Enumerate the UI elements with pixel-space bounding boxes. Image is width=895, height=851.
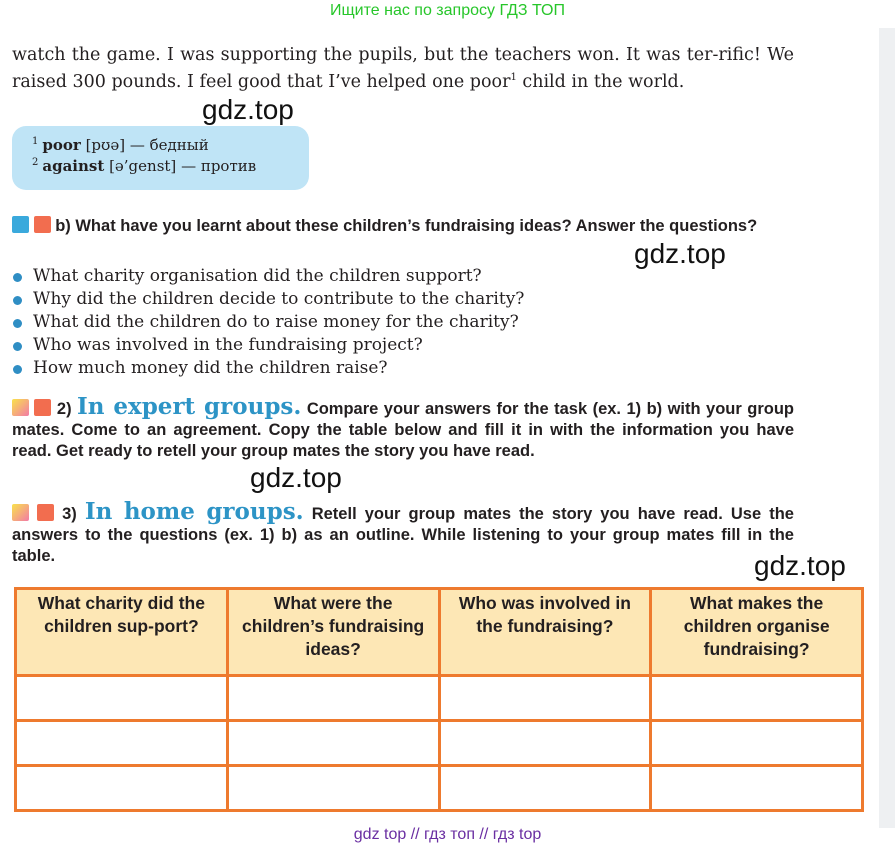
table-cell [227,766,439,811]
table-header: What were the children’s fundraising ideas? [227,589,439,676]
list-item: How much money did the children raise? [12,357,652,380]
task-2-text: Compare your answers for the task (ex. 1) b) with your group mates. Come to an agreement. Copy the table below and fill it in with the information you have read. Get ready to retell your group mates the story you have read. [12,400,794,460]
top-banner: Ищите нас по запросу ГДЗ ТОП [330,2,565,19]
footnote-translation: — против [181,157,257,175]
footnote-2 [32,157,256,175]
pair-work-icon [34,399,51,416]
task-3-text: Retell your group mates the story you have read. Use the answers to the questions (ex. 1) b) as an outline. While listening to your group mates fill in the table. [12,505,794,565]
table-cell [439,766,651,811]
watermark: gdz.top [634,238,726,269]
paragraph-text-a: watch the game. I was supporting the pupils, but the teachers won. It was ter-rific! We raised 300 pounds. I feel good that I’ve helped one poor [12,45,794,92]
list-item: Why did the children decide to contribute to the charity? [12,288,652,311]
task-b-label: b) [55,217,71,235]
footnote-word: poor [42,136,81,154]
table-row [16,676,863,721]
table-cell [651,676,863,721]
table-cell [227,676,439,721]
paragraph-text-b: child in the world. [516,71,685,92]
watermark: gdz.top [250,462,342,493]
story-paragraph [12,44,794,93]
table-cell [651,766,863,811]
footnote-ref: 1 [510,71,517,83]
table-header: Who was involved in the fundraising? [439,589,651,676]
table-header: What makes the children organise fundraising? [651,589,863,676]
list-item: What did the children do to raise money for the charity? [12,311,652,334]
task-3 [12,498,794,567]
footer-links: gdz top // гдз топ // гдз top [353,826,542,843]
pair-work-icon [34,216,51,233]
watermark: gdz.top [202,94,294,125]
table-cell [16,676,228,721]
table-cell [439,676,651,721]
task-3-number: 3) [62,505,77,523]
task-2 [12,393,794,462]
task-b-text: What have you learnt about these children’s fundraising ideas? Answer the questions? [75,217,758,235]
footnote-1 [32,136,209,154]
table-cell [16,766,228,811]
group-work-icon [12,504,29,521]
footnote-number: 2 [32,157,39,168]
table-cell [227,721,439,766]
questions-list [12,265,652,380]
list-item: What charity organisation did the children support? [12,265,652,288]
table-cell [651,721,863,766]
table-row [16,721,863,766]
task-b [12,216,794,237]
task-2-number: 2) [56,400,72,418]
footnote-translation: — бедный [129,136,209,154]
watermark: gdz.top [754,550,846,581]
group-work-icon [12,399,29,416]
page-edge-shadow [879,28,895,828]
table-cell [439,721,651,766]
list-icon [12,216,29,233]
pair-work-icon [37,504,54,521]
table-cell [16,721,228,766]
footnote-transcription: [ə’genst] [109,157,177,175]
table-header: What charity did the children sup-port? [16,589,228,676]
footnote-word: against [42,157,105,175]
footnote-transcription: [pʊə] [85,136,126,154]
footnote-number: 1 [32,136,39,147]
fill-in-table [14,587,864,812]
table-header-row [16,589,863,676]
list-item: Who was involved in the fundraising project? [12,334,652,357]
task-2-heading: In expert groups. [77,393,302,420]
task-3-heading: In home groups. [84,498,304,525]
table-row [16,766,863,811]
